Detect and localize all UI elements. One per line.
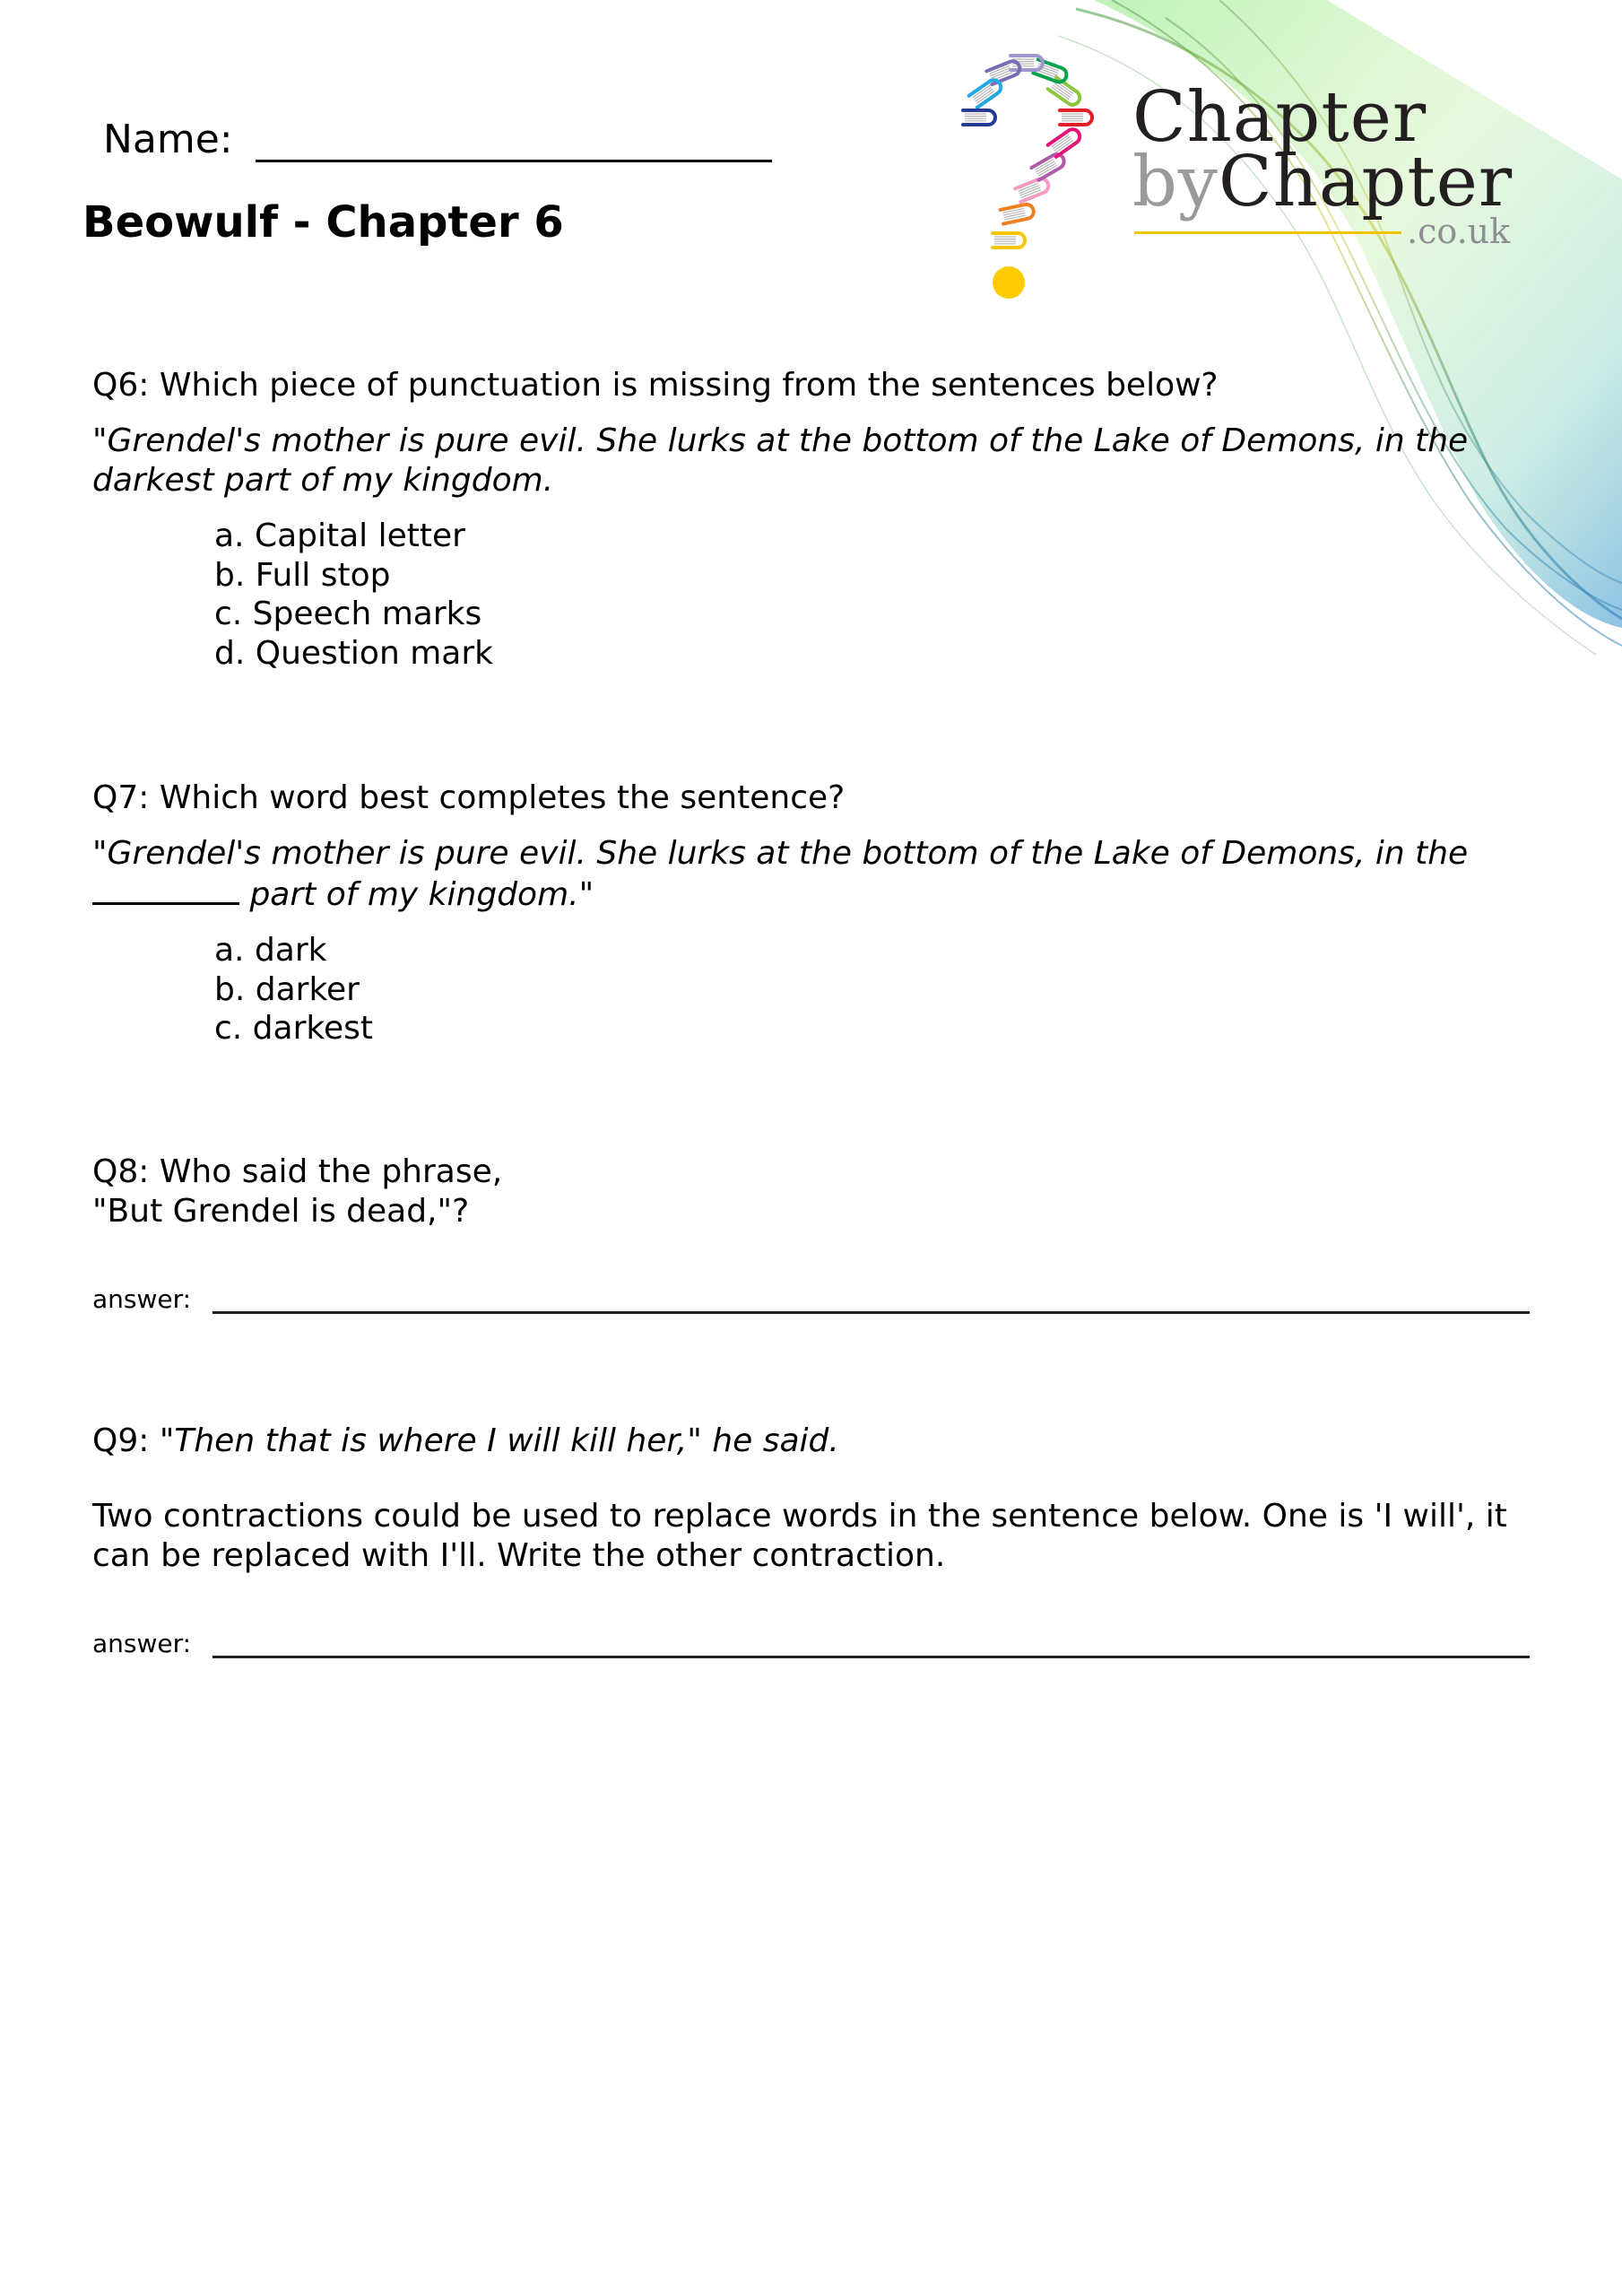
question-6-option-a[interactable]: a. Capital letter [214,517,465,554]
question-9-answer-label: answer: [92,1629,192,1658]
name-row [103,117,772,162]
question-7-prompt: Q7: Which word best completes the sentence? [92,779,846,816]
wordmark-chapter: Chapter [1132,77,1427,158]
question-6-quote-line-2: darkest part of my kingdom. [92,462,554,499]
question-8 [92,1152,1532,1231]
name-field[interactable] [256,117,772,162]
question-6 [92,366,1532,673]
chapter-by-chapter-wordmark [1132,77,1514,253]
question-8-answer-row [92,1284,1530,1314]
question-9 [92,1422,1532,1576]
question-9-prefix: Q9: [92,1422,160,1459]
books-question-mark-logo-icon [959,52,1121,312]
question-6-quote-line-1: "Grendel's mother is pure evil. She lurks at the bottom of the Lake of Demons, in the [92,422,1469,459]
question-9-instruction-line-1: Two contractions could be used to replace words in the sentence below. One is 'I will', it [92,1498,1507,1535]
question-9-quote: "Then that is where I will kill her," he said. [159,1422,839,1459]
book-icon [993,233,1025,248]
question-8-prompt-line-1: Q8: Who said the phrase, [92,1153,503,1190]
wordmark-footer [1132,212,1513,253]
question-9-instruction-line-2: can be replaced with I'll. Write the other contraction. [92,1537,946,1574]
question-7-quote-line-1: "Grendel's mother is pure evil. She lurks at the bottom of the Lake of Demons, in the [92,835,1469,872]
wordmark-chapter-2: Chapter [1219,142,1514,222]
question-9-answer-field[interactable] [213,1632,1530,1658]
question-8-prompt-line-2: "But Grendel is dead,"? [92,1193,470,1230]
question-7-option-c[interactable]: c. darkest [214,1010,373,1047]
wordmark-by: by [1132,142,1219,222]
question-7 [92,778,1532,1048]
question-6-option-c[interactable]: c. Speech marks [214,596,482,632]
book-icon [1001,203,1036,223]
book-icon [1031,152,1066,180]
name-label: Name: [103,117,233,162]
question-7-options [214,931,1532,1048]
worksheet-title: Beowulf - Chapter 6 [82,197,564,248]
question-7-quote-line-2-text: part of my kingdom." [239,876,594,913]
question-9-answer-row [92,1629,1530,1658]
wordmark-rule [1134,231,1401,234]
question-8-answer-label: answer: [92,1284,192,1314]
book-icon [963,110,995,125]
wordmark-domain: .co.uk [1407,212,1511,251]
question-9-instruction [92,1497,1532,1576]
question-8-answer-field[interactable] [213,1288,1530,1314]
question-6-option-b[interactable]: b. Full stop [214,556,391,594]
question-7-blank[interactable] [92,874,239,905]
book-icon [969,77,1004,108]
question-7-option-a[interactable]: a. dark [214,932,327,969]
question-9-prompt [92,1422,1532,1461]
question-dot-icon [993,266,1025,299]
question-6-options [214,517,1532,673]
book-icon [1015,177,1050,202]
question-6-prompt: Q6: Which piece of punctuation is missing from the sentences below? [92,367,1219,404]
question-6-option-d[interactable]: d. Question mark [214,634,493,672]
book-icon [1033,59,1068,83]
question-7-quote [92,834,1532,915]
book-icon [1060,110,1092,125]
wordmark-by-chapter [1132,142,1514,222]
question-6-quote [92,422,1532,500]
book-icon [1048,126,1083,157]
question-7-option-b[interactable]: b. darker [214,970,360,1008]
question-7-quote-line-2 [92,874,1532,915]
